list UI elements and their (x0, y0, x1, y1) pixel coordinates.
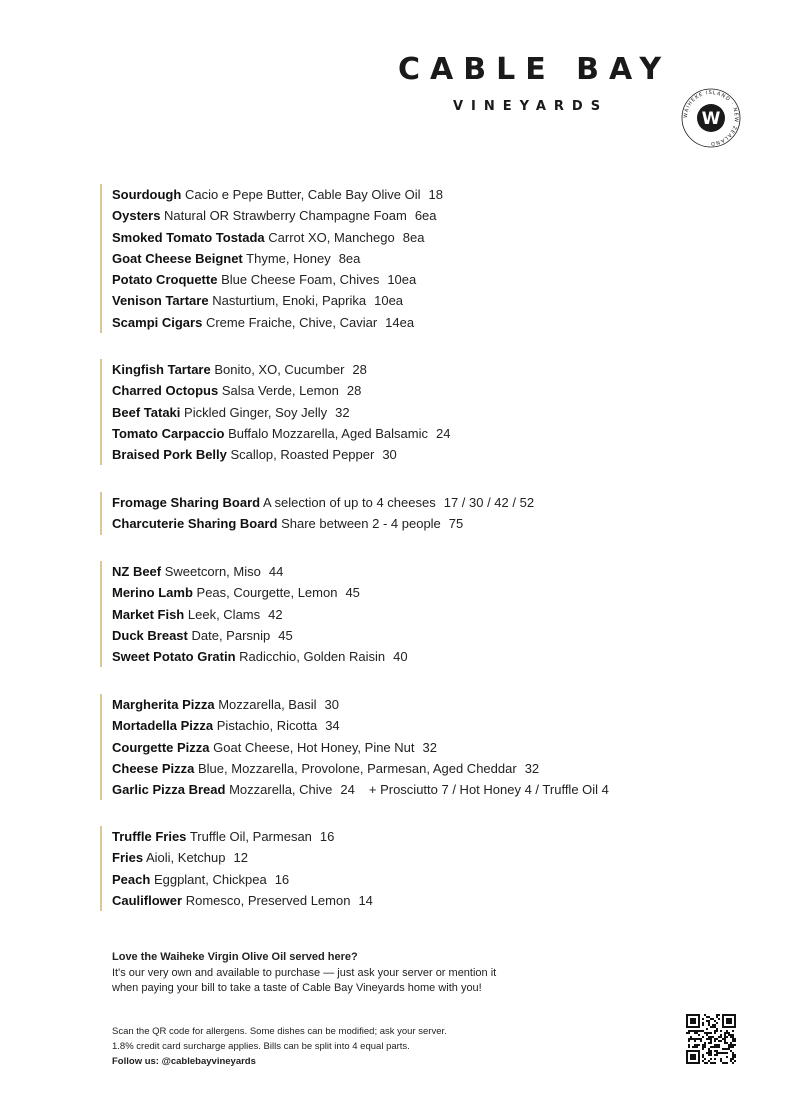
menu-section-pizza (100, 694, 752, 800)
menu-item-price: 10ea (387, 272, 417, 288)
menu-item-price: 6ea (414, 208, 437, 224)
menu-item-name: Oysters (112, 208, 161, 224)
menu-item-description: Peas, Courgette, Lemon (196, 585, 338, 601)
menu-item (112, 869, 752, 890)
menu-item-description: Pickled Ginger, Soy Jelly (184, 404, 328, 420)
menu-item-description: Creme Fraiche, Chive, Caviar (205, 314, 378, 330)
menu-item (112, 737, 752, 758)
menu-item-price: 32 (524, 760, 540, 776)
menu-item-price: 75 (448, 516, 464, 532)
promo-heading: Love the Waiheke Virgin Olive Oil served here? (112, 951, 358, 963)
footer-notes (112, 1024, 447, 1069)
menu-item (112, 758, 752, 779)
menu-item-description: Radicchio, Golden Raisin (239, 649, 386, 665)
menu-item-name: Truffle Fries (112, 829, 187, 844)
menu-section-boards (100, 492, 752, 535)
menu-item-name: Margherita Pizza (112, 697, 215, 712)
menu-item-description: Bonito, XO, Cucumber (214, 362, 345, 377)
menu-item-description: Pistachio, Ricotta (216, 718, 318, 734)
menu-item-description: Romesco, Preserved Lemon (185, 892, 351, 908)
menu-item-price: 32 (335, 404, 350, 420)
menu-item (112, 604, 752, 625)
menu-item-description: Carrot XO, Manchego (268, 229, 395, 245)
menu-item-price: 40 (393, 649, 408, 665)
menu-item-price: 8ea (402, 229, 425, 245)
menu-item (112, 248, 752, 269)
menu-item (112, 715, 752, 736)
menu-item (112, 492, 752, 513)
menu-item-price: 28 (346, 383, 362, 399)
menu-item-name: Merino Lamb (112, 585, 193, 601)
menu-item-name: Mortadella Pizza (112, 718, 214, 734)
qr-code-icon[interactable] (686, 1014, 736, 1064)
menu-item-description: Mozzarella, Chive (229, 782, 333, 798)
menu-item (112, 625, 752, 646)
menu-item-description: Blue Cheese Foam, Chives (221, 272, 380, 288)
menu-item (112, 646, 752, 667)
menu-item (112, 582, 752, 603)
menu-item-name: Smoked Tomato Tostada (112, 229, 265, 245)
menu-item-description: Eggplant, Chickpea (153, 871, 267, 887)
menu-item (112, 561, 752, 582)
menu-item-price: 16 (319, 829, 335, 844)
menu-item (112, 847, 752, 868)
menu-item-name: Tomato Carpaccio (112, 425, 225, 441)
menu-item-price: 34 (325, 718, 340, 734)
menu-item-description: Blue, Mozzarella, Provolone, Parmesan, Aged Cheddar (198, 760, 517, 776)
menu-item-name: Market Fish (112, 606, 185, 622)
menu-item (112, 890, 752, 911)
svg-text:WAIHEKE ISLAND · NEW ZEALAND: WAIHEKE ISLAND · NEW ZEALAND (682, 89, 740, 147)
menu-item (112, 694, 752, 715)
menu-item (112, 205, 752, 226)
menu-item-name: NZ Beef (112, 564, 162, 579)
waiheke-seal-icon (681, 88, 741, 148)
menu-item-price: 24 (340, 782, 355, 798)
menu-item-description: Sweetcorn, Miso (164, 564, 261, 579)
menu-item-price: 28 (352, 362, 367, 377)
menu-item-description: Leek, Clams (187, 606, 261, 622)
menu-item-name: Sweet Potato Gratin (112, 649, 236, 665)
menu-item-name: Braised Pork Belly (112, 447, 227, 463)
menu-item (112, 269, 752, 290)
menu-item-price: 14 (358, 892, 373, 908)
menu-item-name: Scampi Cigars (112, 314, 203, 330)
menu-section-snacks (100, 184, 752, 333)
menu-item-description: Share between 2 - 4 people (281, 516, 441, 532)
menu-item-name: Goat Cheese Beignet (112, 250, 243, 266)
menu-item-name: Charred Octopus (112, 383, 219, 399)
promo-line: when paying your bill to take a taste of Cable Bay Vineyards home with you! (112, 982, 482, 994)
menu-item-price: 42 (268, 606, 283, 622)
menu-section-mains (100, 561, 752, 667)
menu-item-description: Salsa Verde, Lemon (221, 383, 339, 399)
menu-item (112, 513, 752, 534)
menu-item-description: Buffalo Mozzarella, Aged Balsamic (228, 425, 428, 441)
brand-subtitle: VINEYARDS (453, 99, 609, 114)
menu-item-description: Aioli, Ketchup (145, 850, 226, 866)
menu-item (112, 227, 752, 248)
menu-item-description: Date, Parsnip (191, 627, 271, 643)
menu-item (112, 423, 752, 444)
surcharge-note: 1.8% credit card surcharge applies. Bills can be split into 4 equal parts. (112, 1041, 410, 1052)
menu-item (112, 402, 752, 423)
menu-item-name: Garlic Pizza Bread (112, 782, 226, 798)
menu-item-description: Cacio e Pepe Butter, Cable Bay Olive Oil (184, 187, 421, 202)
menu-item (112, 312, 752, 333)
menu-item-name: Courgette Pizza (112, 739, 210, 755)
menu-item-price: 24 (436, 425, 451, 441)
menu-item-name: Cheese Pizza (112, 760, 195, 776)
menu-item-description: Nasturtium, Enoki, Paprika (212, 293, 367, 309)
menu-item-price: 45 (278, 627, 293, 643)
menu-item (112, 184, 752, 205)
menu-item (112, 290, 752, 311)
menu-item-name: Fries (112, 850, 144, 866)
social-handle: Follow us: @cablebayvineyards (112, 1056, 256, 1067)
menu-item (112, 444, 752, 465)
menu-item-name: Beef Tataki (112, 404, 181, 420)
svg-text:W: W (701, 109, 721, 129)
menu-item-description: Thyme, Honey (246, 250, 331, 266)
menu-item-price: 12 (233, 850, 248, 866)
menu-item (112, 826, 752, 847)
brand-name: CABLE BAY (398, 52, 672, 87)
menu-item-name: Fromage Sharing Board (112, 495, 261, 510)
menu-item-price: 10ea (374, 293, 404, 309)
menu-item (112, 779, 752, 800)
menu-item-description: Truffle Oil, Parmesan (189, 829, 312, 844)
menu-item-description: Goat Cheese, Hot Honey, Pine Nut (213, 739, 415, 755)
menu-item-name: Duck Breast (112, 627, 188, 643)
menu-item-name: Sourdough (112, 187, 182, 202)
menu-item-description: Mozzarella, Basil (218, 697, 317, 712)
menu-item-description: Natural OR Strawberry Champagne Foam (164, 208, 407, 224)
promo-line: It's our very own and available to purchase — just ask your server or mention it (112, 966, 497, 979)
menu-item-price: 30 (382, 447, 397, 463)
menu-section-small-plates (100, 359, 752, 465)
menu-item (112, 359, 752, 380)
olive-oil-promo (112, 950, 496, 997)
menu-item-extras: + Prosciutto 7 / Hot Honey 4 / Truffle Oil 4 (368, 782, 609, 798)
menu-section-sides (100, 826, 752, 911)
menu-item-description: Scallop, Roasted Pepper (230, 447, 375, 463)
menu-item-name: Kingfish Tartare (112, 362, 211, 377)
menu-item-price: 16 (274, 871, 290, 887)
menu-item-price: 14ea (385, 314, 415, 330)
menu-item-price: 45 (345, 585, 360, 601)
menu-item-name: Charcuterie Sharing Board (112, 516, 278, 532)
menu-item-price: 17 / 30 / 42 / 52 (443, 495, 535, 510)
allergen-note: Scan the QR code for allergens. Some dishes can be modified; ask your server. (112, 1026, 447, 1037)
menu-item-name: Potato Croquette (112, 272, 218, 288)
menu-item-name: Cauliflower (112, 892, 183, 908)
menu-item-name: Venison Tartare (112, 293, 209, 309)
menu-item-price: 44 (268, 564, 284, 579)
menu-item-price: 8ea (338, 250, 361, 266)
menu-item-price: 32 (422, 739, 437, 755)
menu-item-description: A selection of up to 4 cheeses (262, 495, 436, 510)
menu-item-name: Peach (112, 871, 151, 887)
menu-item (112, 380, 752, 401)
menu-item-price: 18 (428, 187, 443, 202)
menu-item-price: 30 (324, 697, 339, 712)
